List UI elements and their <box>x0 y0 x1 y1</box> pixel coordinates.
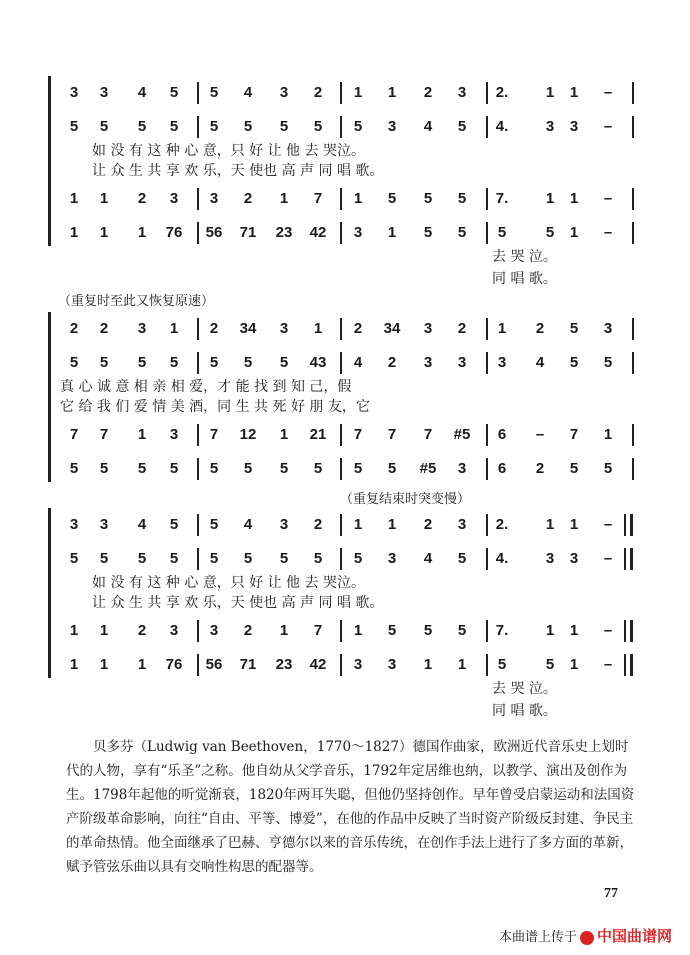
part-soprano: 3 3 4 5 5 4 3 2 1 1 2 3 2. 1 1 – <box>52 80 642 106</box>
tempo-note-1: （重复时至此又恢复原速） <box>58 294 215 309</box>
footer-watermark <box>499 925 672 946</box>
lyrics-line-1: 如 没 有 这 种 心 意，只 好 让 他 去 哭泣。 <box>92 143 365 159</box>
bass-tail-1: 去 哭 泣。 <box>492 681 557 697</box>
beethoven-bio: 贝多芬（Ludwig van Beethoven，1770～1827）德国作曲家，欧洲近代音乐史上划时代的人物，享有“乐圣”之称。他自幼从父学音乐，1792年定居维也纳，以教学、演出及创作为生。1798年起他的听觉渐衰，1820年两耳失聪，但他仍坚持创作。早年曾受启蒙运动和法国资产阶级革命影响，向往“自由、平等、博爱”，在他的作品中反映了当时资产阶级反封建、争民主的革命热情。他全面继承了巴赫、亨德尔以来的音乐传统，在创作手法上进行了多方面的革新，赋予管弦乐曲以具有交响性构思的配器等。 <box>66 739 635 875</box>
bass-tail-2: 同 唱 歌。 <box>492 703 557 719</box>
part-alto: 5 5 5 5 5 5 5 43 4 2 3 3 3 4 5 5 <box>52 350 642 376</box>
lyrics-line-2: 让 众 生 共 享 欢 乐，天 使也 高 声 同 唱 歌。 <box>92 595 384 611</box>
lyrics-line-1: 如 没 有 这 种 心 意，只 好 让 他 去 哭泣。 <box>92 575 365 591</box>
part-alto: 5 5 5 5 5 5 5 5 5 3 4 5 4. 3 3 – <box>52 546 642 572</box>
site-logo-icon <box>580 931 594 945</box>
lyrics-line-2: 它 给 我 们 爱 情 美 酒，同 生 共 死 好 朋 友，它 <box>60 399 370 415</box>
lyrics-line-1: 真 心 诚 意 相 亲 相 爱，才 能 找 到 知 己，假 <box>60 379 352 395</box>
bass-tail-2: 同 唱 歌。 <box>492 271 557 287</box>
system-brace <box>48 508 51 678</box>
footer-prefix: 本曲谱上传于 <box>498 930 577 945</box>
tempo-note-2: （重复结束时突变慢） <box>340 492 471 507</box>
system-brace <box>48 312 51 482</box>
part-tenor: 1 1 2 3 3 2 1 7 1 5 5 5 7. 1 1 – <box>52 186 642 212</box>
part-alto: 5 5 5 5 5 5 5 5 5 3 4 5 4. 3 3 – <box>52 114 642 140</box>
part-tenor: 7 7 1 3 7 12 1 21 7 7 7 #5 6 – 7 1 <box>52 422 642 448</box>
part-bass: 1 1 1 76 56 71 23 42 3 1 5 5 5 5 1 – <box>52 220 642 246</box>
bass-tail-1: 去 哭 泣。 <box>492 249 557 265</box>
part-bass: 5 5 5 5 5 5 5 5 5 5 #5 3 6 2 5 5 <box>52 456 642 482</box>
lyrics-line-2: 让 众 生 共 享 欢 乐，天 使也 高 声 同 唱 歌。 <box>92 163 384 179</box>
system-brace <box>48 76 51 246</box>
part-bass: 1 1 1 76 56 71 23 42 3 3 1 1 5 5 1 – <box>52 652 642 678</box>
part-soprano: 2 2 3 1 2 34 3 1 2 34 3 2 1 2 5 3 <box>52 316 642 342</box>
part-soprano: 3 3 4 5 5 4 3 2 1 1 2 3 2. 1 1 – <box>52 512 642 538</box>
part-tenor: 1 1 2 3 3 2 1 7 1 5 5 5 7. 1 1 – <box>52 618 642 644</box>
footer-site[interactable]: 中国曲谱网 <box>596 927 672 945</box>
page-number: 77 <box>604 886 618 901</box>
